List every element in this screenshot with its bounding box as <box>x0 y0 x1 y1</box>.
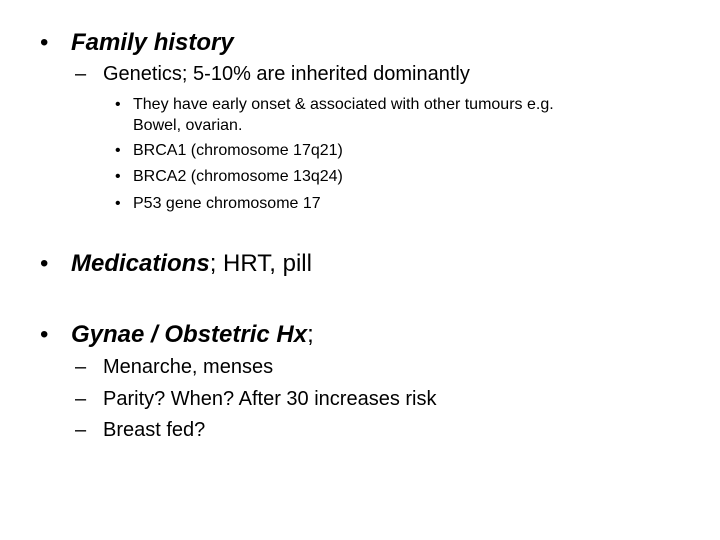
bullet-icon: • <box>115 142 121 159</box>
gynae-heading-suffix: ; <box>307 321 314 348</box>
early-onset-text: They have early onset & associated with other tumours e.g. <box>133 96 554 113</box>
dash-icon: – <box>75 388 87 410</box>
bullet-icon: • <box>115 96 121 113</box>
medications-heading: Medications <box>71 250 210 277</box>
p53-text: P53 gene chromosome 17 <box>133 195 321 212</box>
gynae-heading: Gynae / Obstetric Hx <box>71 321 308 348</box>
parity-text: Parity? When? After 30 increases risk <box>103 388 437 410</box>
bullet-icon: • <box>115 195 121 212</box>
brca1-text: BRCA1 (chromosome 17q21) <box>133 142 343 159</box>
bullet-icon: • <box>40 250 49 277</box>
dash-icon: – <box>75 63 87 85</box>
medications-text: ; HRT, pill <box>209 250 312 277</box>
bullet-icon: • <box>40 29 49 56</box>
menarche-text: Menarche, menses <box>103 356 274 378</box>
early-onset-continuation: Bowel, ovarian. <box>133 117 243 134</box>
breast-fed-text: Breast fed? <box>103 419 206 441</box>
brca2-text: BRCA2 (chromosome 13q24) <box>133 168 343 185</box>
family-history-heading: Family history <box>71 29 234 56</box>
bullet-icon: • <box>115 168 121 185</box>
dash-icon: – <box>75 356 87 378</box>
dash-icon: – <box>75 419 87 441</box>
genetics-text: Genetics; 5-10% are inherited dominantly <box>103 63 470 85</box>
bullet-icon: • <box>40 321 49 348</box>
